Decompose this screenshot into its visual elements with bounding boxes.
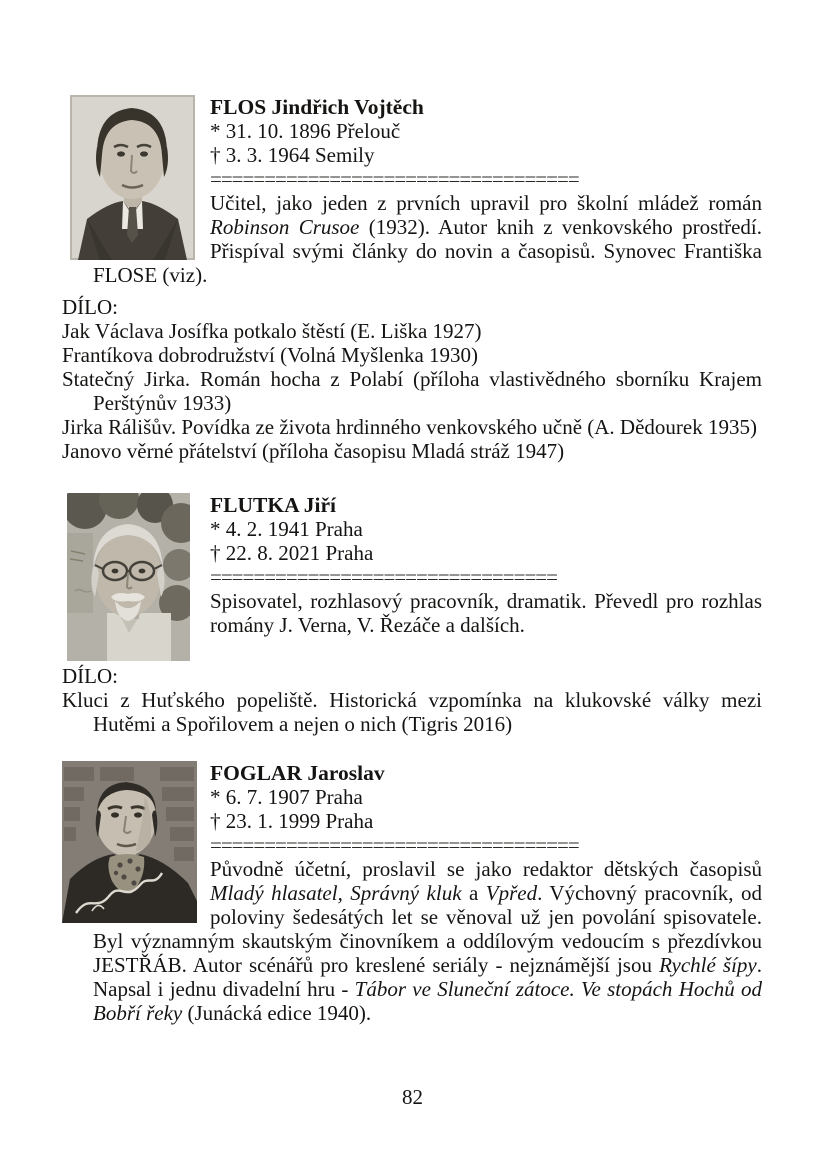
works-list <box>62 688 762 736</box>
work-item: Jirka Rálišův. Povídka ze života hrdinného venkovského učně (A. Dědourek 1935) <box>62 415 757 439</box>
author-name: FLOS Jindřich Vojtěch <box>210 95 424 119</box>
portrait-foglar-illustration <box>62 761 197 923</box>
birth-date: * 31. 10. 1896 Přelouč <box>210 119 401 143</box>
works-list <box>62 319 762 463</box>
bio-paragraph: Původně účetní, proslavil se jako redaktor dětských časopisů Mladý hlasatel, Správný kluk a Vpřed. Výchovný pracovník, od poloviny šedesátých let se věnoval už jen povolání spisovatele. Byl významným skautským činovníkem a oddílovým vedoucím s přezdívkou JESTŘÁB. Autor scénářů pro kreslené seriály - nejznámější jsou Rychlé šípy. Napsal i jednu divadelní hru - Tábor ve Sluneční zátoce. Ve stopách Hochů od Bobří řeky (Junácká edice 1940). <box>93 857 763 1025</box>
death-date: † 23. 1. 1999 Praha <box>210 809 374 833</box>
author-name: FLUTKA Jiří <box>210 493 337 517</box>
separator-line: ================================ <box>210 565 557 589</box>
works-heading: DÍLO: <box>62 295 118 319</box>
biography-entry-foglar <box>62 761 762 1025</box>
work-item: Frantíkova dobrodružství (Volná Myšlenka 1930) <box>62 343 479 367</box>
portrait-photo-flutka <box>67 493 190 661</box>
portrait-photo-flos <box>70 95 195 260</box>
birth-date: * 4. 2. 1941 Praha <box>210 517 363 541</box>
biography-entry-flutka <box>62 493 762 736</box>
works-heading: DÍLO: <box>62 664 118 688</box>
portrait-photo-foglar <box>62 761 197 923</box>
work-item: Jak Václava Josífka potkalo štěstí (E. Liška 1927) <box>62 319 482 343</box>
separator-line: ================================== <box>210 167 579 191</box>
bio-paragraph: Spisovatel, rozhlasový pracovník, dramatik. Převedl pro rozhlas romány J. Verna, V. Řezáče a dalších. <box>210 589 762 637</box>
works-section <box>62 664 762 736</box>
death-date: † 3. 3. 1964 Semily <box>210 143 375 167</box>
work-item: Kluci z Huťského popeliště. Historická vzpomínka na klukovské války mezi Hutěmi a Spořilovem a nejen o nich (Tigris 2016) <box>62 688 762 736</box>
author-name: FOGLAR Jaroslav <box>210 761 385 785</box>
separator-line: ================================== <box>210 833 579 857</box>
page-number: 82 <box>402 1085 423 1109</box>
death-date: † 22. 8. 2021 Praha <box>210 541 374 565</box>
biography-entry-flos <box>62 95 762 463</box>
work-item: Janovo věrné přátelství (příloha časopisu Mladá stráž 1947) <box>62 439 565 463</box>
portrait-flos-illustration <box>70 95 195 260</box>
works-section <box>62 295 762 463</box>
bio-paragraph: Učitel, jako jeden z prvních upravil pro školní mládež román Robinson Crusoe (1932). Autor knih z venkovského prostředí. Přispíval svými články do novin a časopisů. Synovec Františka FLOSE (viz). <box>93 191 762 287</box>
work-item: Statečný Jirka. Román hocha z Polabí (příloha vlastivědného sborníku Krajem Perštýnův 1933) <box>62 367 762 415</box>
birth-date: * 6. 7. 1907 Praha <box>210 785 363 809</box>
portrait-flutka-illustration <box>67 493 190 661</box>
